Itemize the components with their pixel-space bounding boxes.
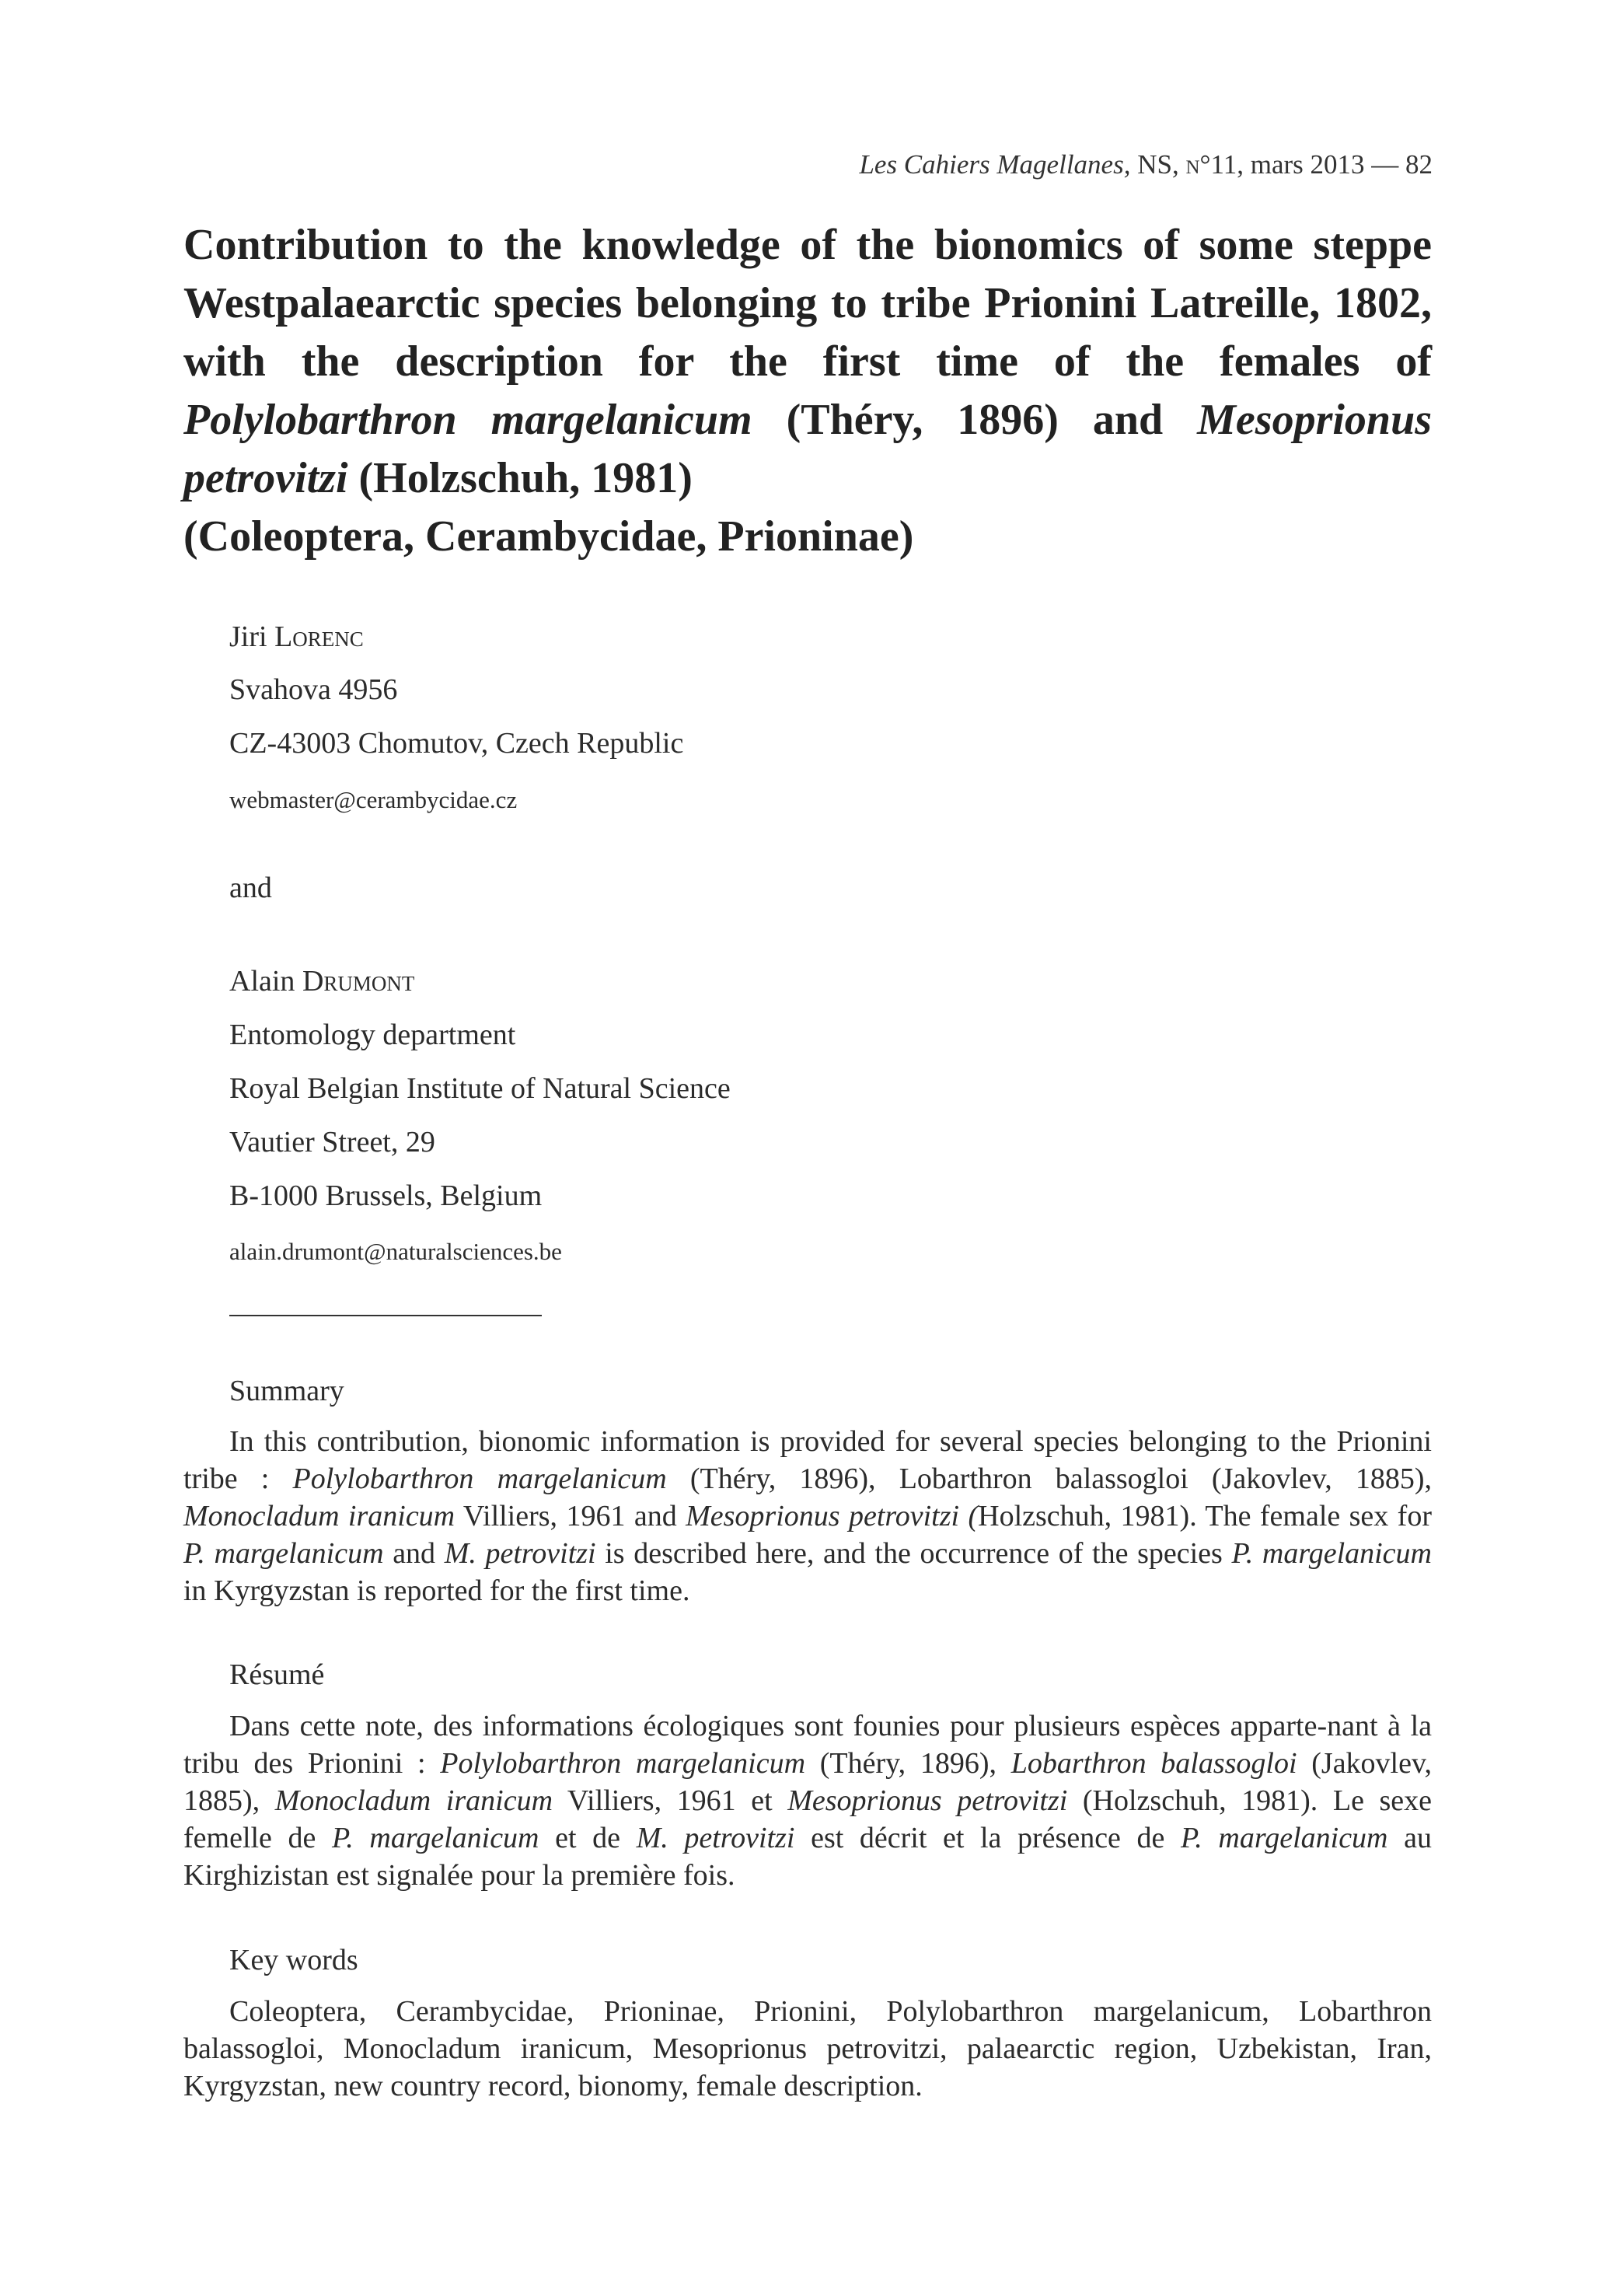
author-2-name: Alain Drumont bbox=[229, 965, 415, 998]
author-2-street: Vautier Street, 29 bbox=[229, 1126, 435, 1158]
issue-number-abbr: N bbox=[1185, 157, 1200, 178]
author-1-street: Svahova 4956 bbox=[229, 673, 398, 706]
keywords-heading: Key words bbox=[229, 1944, 358, 1976]
author-2-email[interactable]: alain.drumont@naturalsciences.be bbox=[229, 1238, 562, 1265]
title-species-1: Polylobarthron margelanicum bbox=[183, 396, 752, 444]
journal-name: Les Cahiers Magellanes, bbox=[859, 149, 1131, 180]
summary-paragraph: In this contribution, bionomic information is provided for several species belonging to the Prionini tribe : Polylobarthron margelanicum (Théry, 1896), Lobarthron balassogloi (Jakovlev, 1885), Monocladum iranicum Villiers, 1961 and Mesoprionus petrovitzi (Holzschuh, 1981). The female sex for P. margelanicum and M. petrovitzi is described here, and the occurrence of the species P. margelanicum in Kyrgyzstan is reported for the first time. bbox=[183, 1425, 1433, 1607]
title-main: Contribution to the knowledge of the bionomics of some steppe Westpalaearctic species belonging to tribe Prionini Latreille, 1802, with the description for the first time of the females of Polylobarthron margelanicum (Théry, 1896) and Mesoprionus petrovitzi (Holzschuh, 1981) bbox=[183, 221, 1433, 502]
journal-series: NS, bbox=[1130, 149, 1186, 180]
author-1-name: Jiri Lorenc bbox=[229, 620, 364, 653]
author-2-city: B-1000 Brussels, Belgium bbox=[229, 1179, 543, 1212]
author-1-email[interactable]: webmaster@cerambycidae.cz bbox=[229, 786, 518, 813]
keywords-paragraph: Coleoptera, Cerambycidae, Prioninae, Prionini, Polylobarthron margelanicum, Lobarthron balassogloi, Monocladum iranicum, Mesoprionus petrovitzi, palaearctic region, Uzbekistan, Iran, Kyrgyzstan, new country record, bionomy, female description. bbox=[183, 1995, 1432, 2102]
author-conjunction: and bbox=[229, 872, 272, 904]
article-title bbox=[183, 216, 1432, 566]
author-2-institute: Royal Belgian Institute of Natural Science bbox=[229, 1072, 731, 1105]
title-species-2: Mesoprionus petrovitzi bbox=[183, 396, 1433, 502]
resume-heading: Résumé bbox=[229, 1658, 325, 1691]
section-divider bbox=[229, 1315, 542, 1316]
issue-and-page: °11, mars 2013 — 82 bbox=[1199, 149, 1433, 180]
author-1-city: CZ-43003 Chomutov, Czech Republic bbox=[229, 727, 684, 760]
author-2-department: Entomology department bbox=[229, 1019, 516, 1051]
title-taxonomy: (Coleoptera, Cerambycidae, Prioninae) bbox=[183, 512, 914, 561]
running-header bbox=[859, 149, 1433, 180]
summary-heading: Summary bbox=[229, 1375, 344, 1407]
resume-paragraph: Dans cette note, des informations écologiques sont founies pour plusieurs espèces apparte-nant à la tribu des Prionini : Polylobarthron margelanicum (Théry, 1896), Lobarthron balassogloi (Jakovlev, 1885), Monocladum iranicum Villiers, 1961 et Mesoprionus petrovitzi (Holzschuh, 1981). Le sexe femelle de P. margelanicum et de M. petrovitzi est décrit et la présence de P. margelanicum au Kirghizistan est signalée pour la première fois. bbox=[183, 1710, 1433, 1892]
